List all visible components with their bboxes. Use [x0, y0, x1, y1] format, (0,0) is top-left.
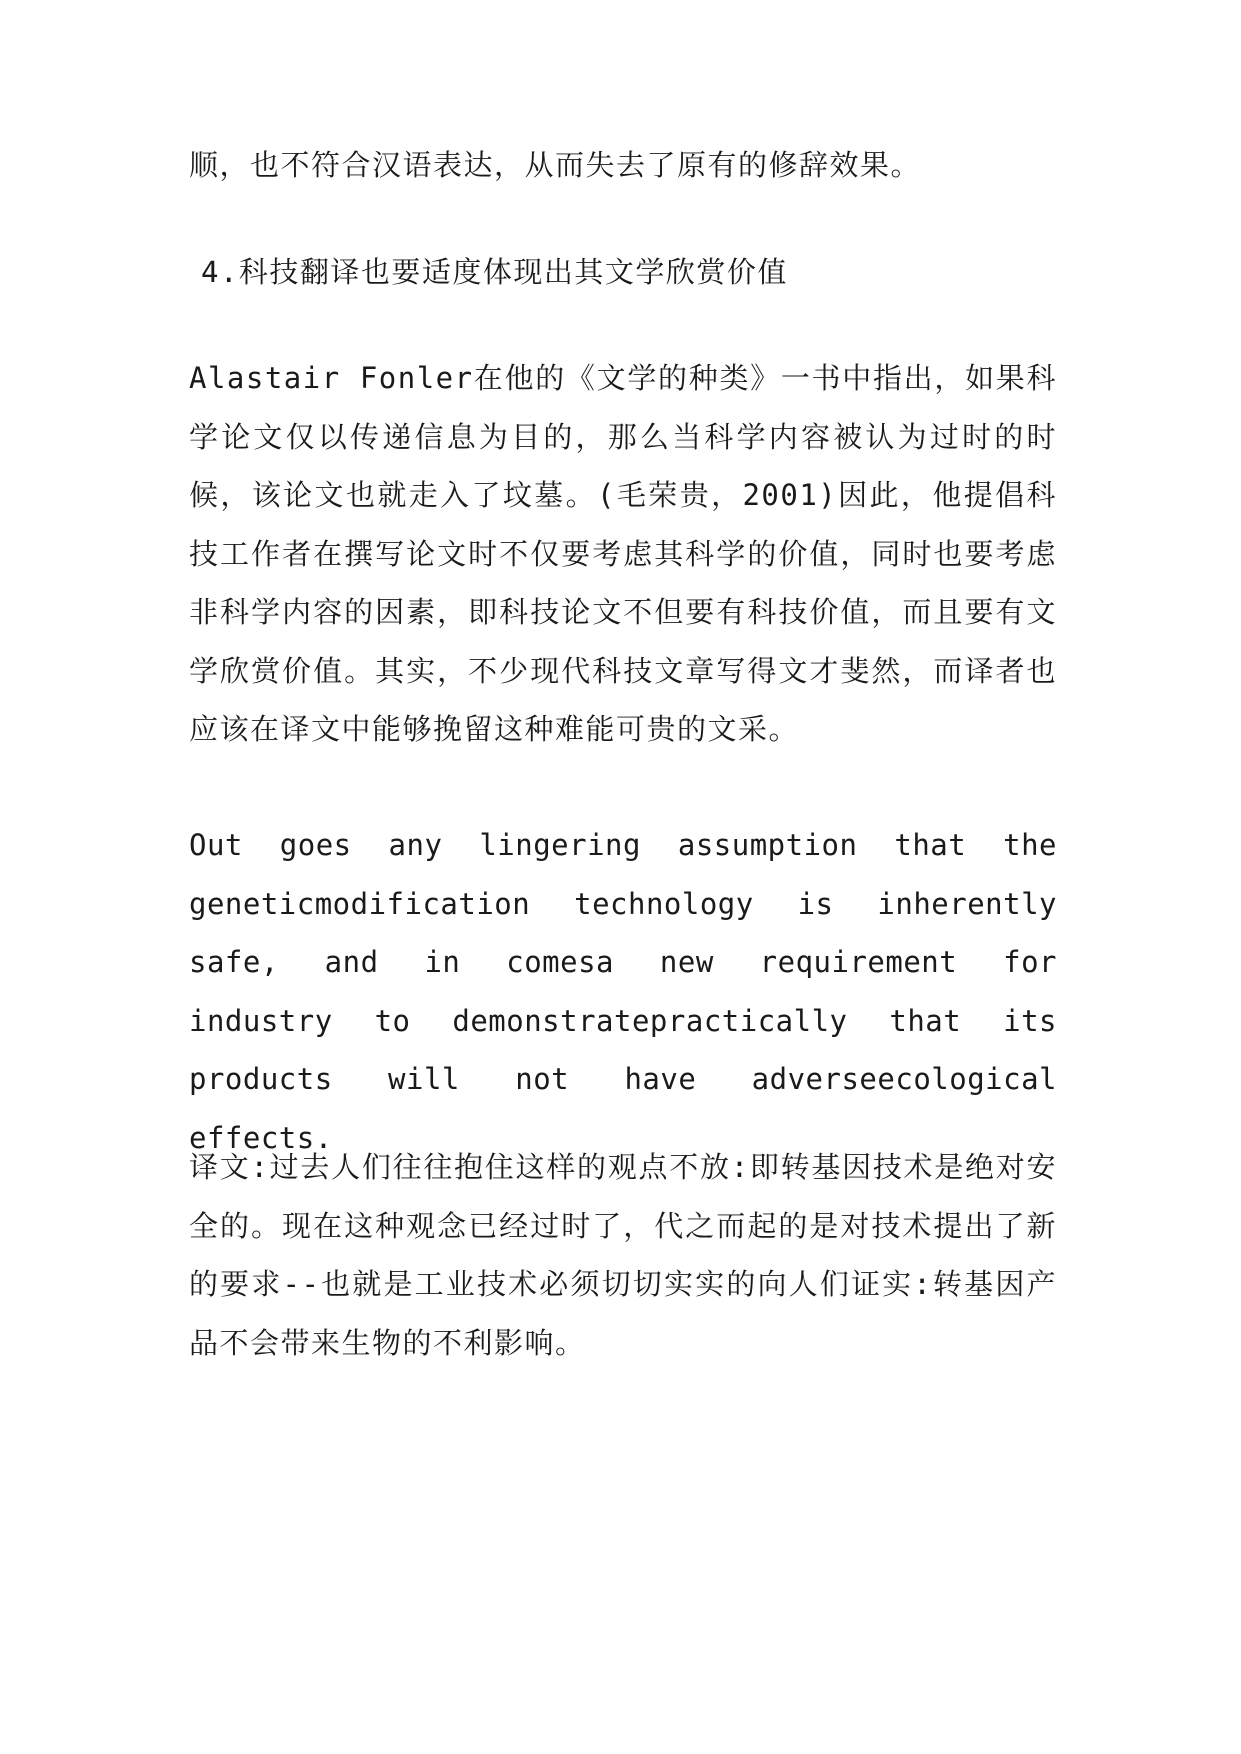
- paragraph-english-example: Out goes any lingering assumption that the geneticmodification technology is inherently safe, and in comesa new requirement for industry to demonstratepractically that its products will not have adverseecological effects.: [189, 828, 1057, 1155]
- paragraph-fonler: Alastair Fonler在他的《文学的种类》一书中指出，如果科学论文仅以传递信息为目的，那么当科学内容被认为过时的时候，该论文也就走入了坟墓。(毛荣贵，2001)因此，他提倡科技工作者在撰写论文时不仅要考虑其科学的价值，同时也要考虑非科学内容的因素，即科技论文不但要有科技价值，而且要有文学欣赏价值。其实，不少现代科技文章写得文才斐然，而译者也应该在译文中能够挽留这种难能可贵的文采。: [189, 361, 1057, 746]
- paragraph-continuation: 顺，也不符合汉语表达，从而失去了原有的修辞效果。: [189, 148, 922, 182]
- paragraph-translation: 译文:过去人们往往抱住这样的观点不放:即转基因技术是绝对安全的。现在这种观念已经过时了，代之而起的是对技术提出了新的要求--也就是工业技术必须切切实实的向人们证实:转基因产品不会带来生物的不利影响。: [189, 1150, 1057, 1360]
- section-heading: 4.科技翻译也要适度体现出其文学欣赏价值: [201, 255, 788, 289]
